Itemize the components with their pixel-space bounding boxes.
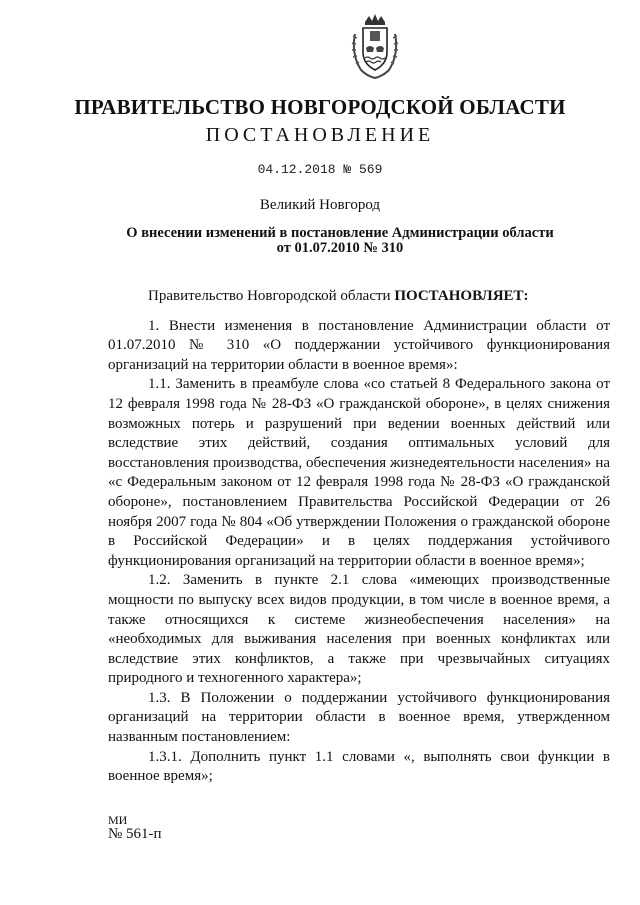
subject-line-2: от 01.07.2010 № 310 (276, 240, 404, 256)
intro-paragraph (108, 287, 610, 307)
document-type: ПОСТАНОВЛЕНИЕ (205, 124, 435, 146)
intro-resolves: ПОСТАНОВЛЯЕТ: (394, 288, 529, 304)
novgorod-coat-of-arms-icon (347, 12, 403, 80)
intro-lead: Правительство Новгородской области (148, 288, 395, 304)
paragraph-1-3: 1.3. В Положении о поддержании устойчивого функционирования организаций на территории области в военное время, утвержденном названным постановлением: (108, 689, 610, 746)
document-city: Великий Новгород (259, 197, 381, 213)
paragraph-1-1: 1.1. Заменить в преамбуле слова «со статьей 8 Федерального закона от 12 февраля 1998 года № 28-ФЗ «О гражданской обороне», в целях снижения возможных потерь и разрушений при ведении военных действий или вследствие этих действий, создания оптимальных условий для восстановления производства, обеспечения жизнедеятельности населения» на «с Федеральным законом от 12 февраля 1998 года № 28-ФЗ «О гражданской обороне», постановлением Правительства Российской Федерации от 26 ноября 2007 года № 804 «Об утверждении Положения о гражданской обороне в Российской Федерации» и в целях поддержания устойчивого функционирования организаций на территории области в военное время»; (108, 376, 610, 569)
document-subject (120, 226, 560, 256)
paragraph-1-3-1: 1.3.1. Дополнить пункт 1.1 словами «, выполнять свои функции в военное время»; (108, 748, 610, 785)
paragraph-1-2: 1.2. Заменить в пункте 2.1 слова «имеющих производственные мощности по выпуску всех видов продукции, в том числе в военное время, а также относящихся к системе жизнеобеспечения населения» на «необходимых для выживания населения при военных конфликтах или вследствие этих конфликтов, а также при чрезвычайных ситуациях природного и техногенного характера»; (108, 572, 610, 687)
document-date-number: 04.12.2018 № 569 (257, 162, 383, 177)
footer-initials: МИ (108, 813, 128, 827)
government-title: ПРАВИТЕЛЬСТВО НОВГОРОДСКОЙ ОБЛАСТИ (74, 95, 566, 119)
document-body (108, 287, 610, 787)
footer-code (108, 813, 162, 841)
subject-line-1: О внесении изменений в постановление Администрации области (126, 225, 554, 241)
footer-number: № 561-п (108, 826, 162, 842)
paragraph-1: 1. Внести изменения в постановление Администрации области от 01.07.2010 № 310 «О поддержании устойчивого функционирования организаций на территории области в военное время»: (108, 317, 610, 373)
